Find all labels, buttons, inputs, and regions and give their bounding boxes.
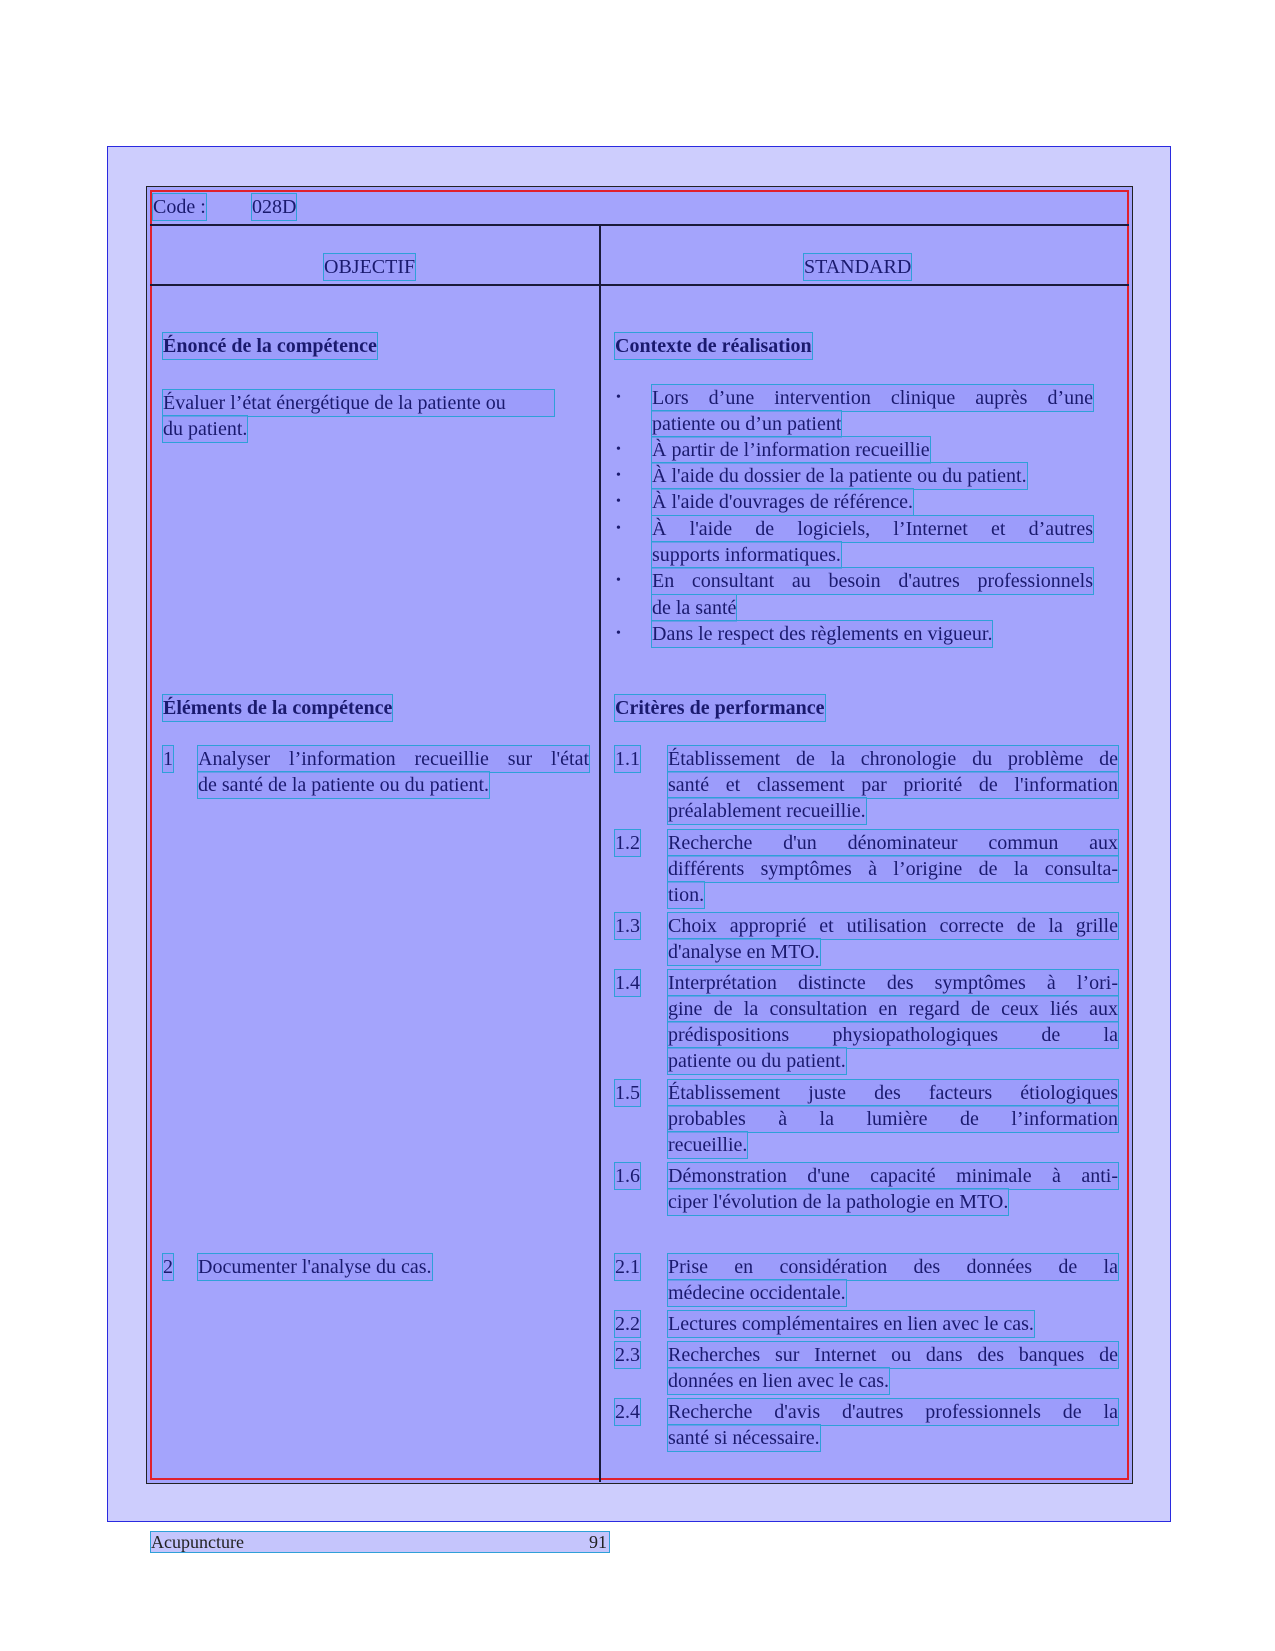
critere-number: 1.3 (615, 915, 640, 937)
criteres-heading: Critères de performance (615, 697, 825, 719)
critere-line: Recherche d'un dénominateur commun aux (668, 832, 1118, 854)
header-row-divider (150, 284, 1129, 286)
critere-line: Établissement juste des facteurs étiologiques (668, 1082, 1118, 1104)
critere-line: Choix approprié et utilisation correcte de la grille (668, 915, 1118, 937)
element-line: Analyser l’information recueillie sur l'état (198, 748, 589, 770)
critere-number: 2.1 (615, 1256, 640, 1278)
elements-heading: Éléments de la compétence (163, 697, 393, 719)
bullet-icon: • (616, 390, 621, 405)
column-divider (599, 224, 601, 1482)
contexte-item-line: supports informatiques. (652, 544, 841, 566)
enonce-heading: Énoncé de la compétence (163, 335, 377, 357)
critere-line: patiente ou du patient. (668, 1050, 846, 1072)
bullet-icon: • (616, 573, 621, 588)
critere-line: Établissement de la chronologie du problème de (668, 748, 1118, 770)
contexte-item-line: Dans le respect des règlements en vigueur. (652, 623, 993, 645)
contexte-item-line: À partir de l’information recueillie (652, 439, 930, 461)
bullet-icon: • (616, 494, 621, 509)
critere-line: Interprétation distincte des symptômes à l’ori- (668, 972, 1118, 994)
critere-number: 1.1 (615, 748, 640, 770)
bullet-icon: • (616, 442, 621, 457)
code-value: 028D (252, 196, 297, 218)
code-row-divider (150, 224, 1129, 226)
critere-line: Lectures complémentaires en lien avec le cas. (668, 1313, 1034, 1335)
bullet-icon: • (616, 468, 621, 483)
contexte-item-line: À l'aide d'ouvrages de référence. (652, 491, 913, 513)
column-header-standard: STANDARD (804, 256, 912, 278)
enonce-text-line: du patient. (163, 418, 248, 440)
critere-line: tion. (668, 884, 705, 906)
element-number: 2 (163, 1256, 173, 1278)
element-line: Documenter l'analyse du cas. (198, 1256, 432, 1278)
critere-number: 1.2 (615, 832, 640, 854)
critere-line: gine de la consultation en regard de ceux liés aux (668, 998, 1118, 1020)
footer-title: Acupuncture (151, 1532, 244, 1552)
contexte-item-line: En consultant au besoin d'autres professionnels (652, 570, 1093, 592)
critere-number: 1.4 (615, 972, 640, 994)
critere-line: santé et classement par priorité de l'information (668, 774, 1118, 796)
critere-number: 2.4 (615, 1401, 640, 1423)
code-label: Code : (153, 196, 206, 218)
page-number: 91 (589, 1532, 607, 1552)
critere-number: 1.6 (615, 1165, 640, 1187)
critere-line: préalablement recueillie. (668, 800, 866, 822)
critere-line: santé si nécessaire. (668, 1427, 820, 1449)
contexte-item-line: À l'aide de logiciels, l’Internet et d’autres (652, 518, 1093, 540)
contexte-heading: Contexte de réalisation (615, 335, 812, 357)
contexte-item-line: Lors d’une intervention clinique auprès d’une (652, 387, 1093, 409)
enonce-text-line: Évaluer l’état énergétique de la patiente ou (163, 390, 554, 416)
critere-number: 2.2 (615, 1313, 640, 1335)
bullet-icon: • (616, 521, 621, 536)
column-header-objectif: OBJECTIF (324, 256, 416, 278)
contexte-item-line: À l'aide du dossier de la patiente ou du patient. (652, 465, 1027, 487)
critere-line: probables à la lumière de l’information (668, 1108, 1118, 1130)
critere-line: Recherches sur Internet ou dans des banques de (668, 1344, 1118, 1366)
critere-line: médecine occidentale. (668, 1282, 846, 1304)
critere-line: Démonstration d'une capacité minimale à anti- (668, 1165, 1118, 1187)
critere-line: prédispositions physiopathologiques de la (668, 1024, 1118, 1046)
element-number: 1 (163, 748, 173, 770)
critere-line: Recherche d'avis d'autres professionnels de la (668, 1401, 1118, 1423)
critere-number: 2.3 (615, 1344, 640, 1366)
page-footer (151, 1532, 609, 1552)
critere-line: d'analyse en MTO. (668, 941, 820, 963)
critere-line: ciper l'évolution de la pathologie en MTO. (668, 1191, 1009, 1213)
contexte-item-line: patiente ou d’un patient (652, 413, 842, 435)
contexte-item-line: de la santé (652, 597, 737, 619)
element-line: de santé de la patiente ou du patient. (198, 774, 490, 796)
bullet-icon: • (616, 626, 621, 641)
critere-line: Prise en considération des données de la (668, 1256, 1118, 1278)
critere-line: recueillie. (668, 1134, 748, 1156)
critere-line: différents symptômes à l’origine de la consulta- (668, 858, 1118, 880)
critere-number: 1.5 (615, 1082, 640, 1104)
critere-line: données en lien avec le cas. (668, 1370, 890, 1392)
